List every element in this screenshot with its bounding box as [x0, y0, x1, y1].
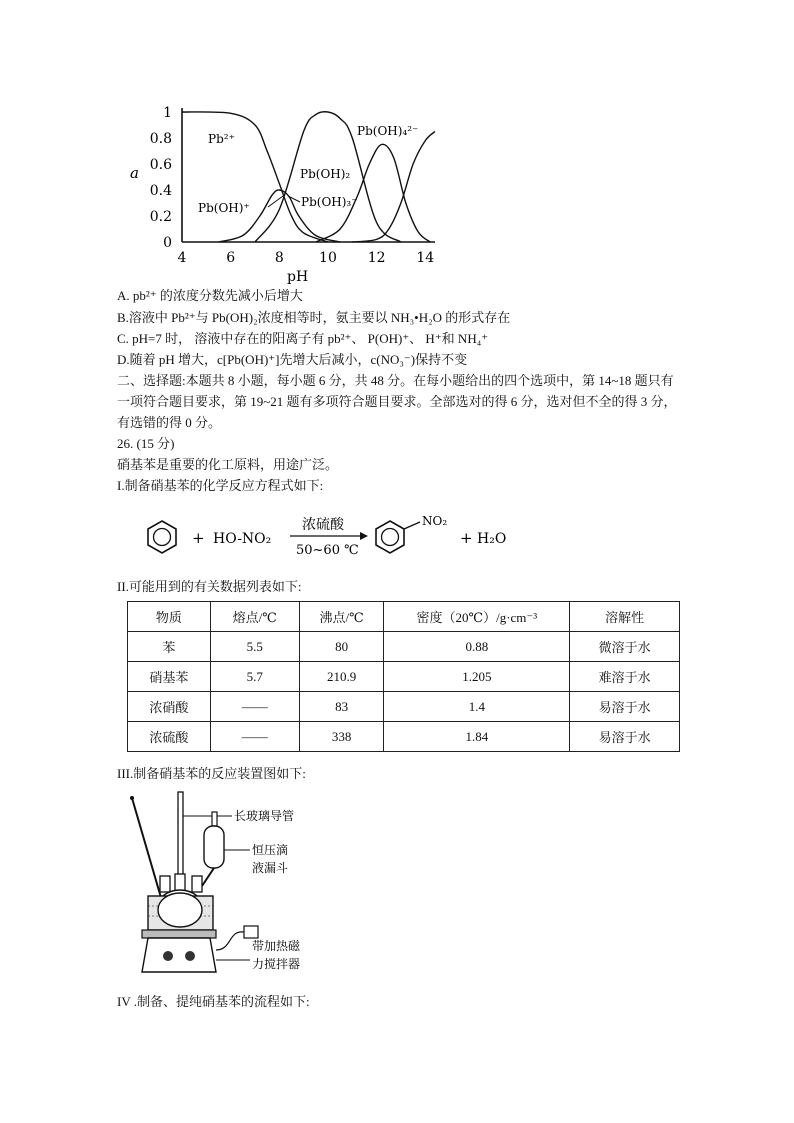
table-cell: 0.88	[384, 632, 570, 662]
x-axis-label: pH	[287, 269, 309, 285]
table-cell: 难溶于水	[570, 662, 680, 692]
plus-sign-2: +	[460, 529, 473, 547]
water-bath-icon	[148, 893, 213, 930]
x-tick-label: 8	[274, 250, 284, 266]
header-cell: 沸点/℃	[299, 602, 384, 632]
y-tick-label: 0.8	[149, 131, 172, 147]
benzene-ring-icon	[148, 521, 176, 553]
properties-table	[127, 601, 680, 752]
label-pboh4: Pb(OH)₄²⁻	[357, 124, 419, 138]
problem-intro: 硝基苯是重要的化工原料，用途广泛。	[117, 457, 339, 472]
table-cell: 80	[299, 632, 384, 662]
problem-number: 26. (15 分)	[117, 436, 175, 451]
header-cell: 溶解性	[570, 602, 680, 632]
table-cell: 5.7	[210, 662, 299, 692]
series-line-3	[316, 144, 430, 242]
magnetic-stirrer-icon	[142, 926, 258, 972]
table-cell: 338	[299, 722, 384, 752]
label-funnel-line2: 液漏斗	[252, 861, 289, 875]
label-funnel-line1: 恒压滴	[252, 843, 289, 857]
label-pb2: Pb²⁺	[208, 132, 235, 146]
y-axis-label: a	[130, 164, 139, 182]
table-cell: 苯	[128, 632, 211, 662]
table-row	[128, 722, 680, 752]
label-pboh3: Pb(OH)₃⁻	[301, 195, 358, 209]
x-tick-label: 10	[319, 250, 337, 266]
label-stirrer-line2: 力搅拌器	[252, 957, 301, 971]
plus-sign: +	[192, 529, 205, 547]
header-cell: 熔点/℃	[210, 602, 299, 632]
catalyst-label: 浓硫酸	[302, 517, 344, 533]
section-heading	[117, 370, 677, 433]
series-line-4	[352, 132, 435, 243]
species-distribution-chart	[120, 100, 450, 290]
table-cell: 微溶于水	[570, 632, 680, 662]
table-cell: 硝基苯	[128, 662, 211, 692]
option-b: B.溶液中 Pb²⁺与 Pb(OH)₂浓度相等时，氨主要以 NH₃•H₂O 的形式存在	[117, 310, 511, 325]
part-4-heading: IV .制备、提纯硝基苯的流程如下:	[117, 994, 310, 1009]
table-cell: 5.5	[210, 632, 299, 662]
y-tick-label: 0.6	[149, 157, 172, 173]
table-cell: 1.205	[384, 662, 570, 692]
reaction-equation	[140, 505, 540, 565]
table-cell: ——	[210, 722, 299, 752]
table-row	[128, 632, 680, 662]
table-cell: ——	[210, 692, 299, 722]
table-header-row	[128, 602, 680, 632]
x-tick-label: 4	[177, 250, 187, 266]
table-cell: 易溶于水	[570, 722, 680, 752]
x-tick-label: 14	[416, 250, 435, 266]
option-d: D.随着 pH 增大，c[Pb(OH)⁺]先增大后减小，c(NO₃⁻)保持不变	[117, 352, 468, 367]
table-cell: 浓硫酸	[128, 722, 211, 752]
reagent-nitric-acid: HO-NO₂	[213, 531, 272, 547]
y-tick-label: 1	[163, 105, 172, 121]
label-pboh: Pb(OH)⁺	[198, 201, 250, 215]
x-tick-label: 12	[367, 250, 386, 266]
reaction-arrow-head	[360, 532, 368, 540]
table-cell: 1.84	[384, 722, 570, 752]
part-2-heading: II.可能用到的有关数据列表如下:	[117, 579, 302, 594]
table-cell: 易溶于水	[570, 692, 680, 722]
section-heading-text: 二、选择题:本题共 8 小题，每小题 6 分，共 48 分。在每小题给出的四个选项中，第 14~18 题只有一项符合题目要求，第 19~21 题有多项符合题目要求。全部选对的得 6 分，选对但不全的得 3 分，有选错的得 0 分。	[117, 373, 677, 430]
y-tick-label: 0.2	[149, 209, 172, 225]
x-tick-label: 6	[226, 250, 236, 266]
header-cell: 物质	[128, 602, 211, 632]
option-c: C. pH=7 时， 溶液中存在的阳离子有 pb²⁺、 P(OH)⁺、 H⁺和 NH₄⁺	[117, 331, 489, 346]
thermometer-icon	[130, 796, 164, 908]
part-3-heading: III.制备硝基苯的反应装置图如下:	[117, 766, 306, 781]
header-cell: 密度（20℃）/g·cm⁻³	[384, 602, 570, 632]
label-pboh2: Pb(OH)₂	[300, 167, 351, 181]
y-tick-label: 0	[163, 235, 172, 251]
part-1-heading: I.制备硝基苯的化学反应方程式如下:	[117, 478, 324, 493]
label-long-tube: 长玻璃导管	[234, 809, 295, 823]
table-cell: 浓硝酸	[128, 692, 211, 722]
nitro-group: NO₂	[422, 514, 448, 528]
dropping-funnel-icon	[202, 812, 250, 886]
table-cell: 1.4	[384, 692, 570, 722]
option-a: A. pb²⁺ 的浓度分数先减小后增大	[117, 288, 303, 303]
table-row	[128, 662, 680, 692]
water-product: H₂O	[477, 531, 507, 547]
table-cell: 210.9	[299, 662, 384, 692]
label-stirrer-line1: 带加热磁	[252, 939, 301, 953]
table-row	[128, 692, 680, 722]
table-cell: 83	[299, 692, 384, 722]
apparatus-diagram	[120, 790, 350, 985]
y-tick-label: 0.4	[149, 183, 172, 199]
nitrobenzene-ring-icon	[376, 521, 420, 553]
condition-label: 50~60 ℃	[296, 543, 359, 558]
